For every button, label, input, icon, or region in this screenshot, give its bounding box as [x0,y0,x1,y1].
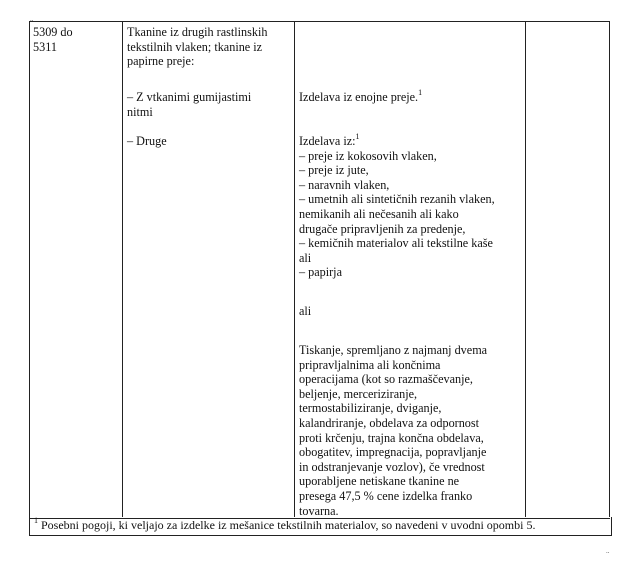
description-line: tekstilnih vlaken; tkanine iz [127,39,263,54]
rule-line: ali [299,250,312,265]
footnote-ref: 1 [355,131,360,141]
rule-line: – papirja [299,265,342,280]
tariff-code-cell [33,25,73,54]
rule-intro: Izdelava iz: [299,134,356,148]
rule-line: obogatitev, impregnacija, popravljanje [299,445,487,460]
scan-mark-top: .. [30,15,34,23]
column-divider-3 [525,21,526,517]
rule-line: – preje iz jute, [299,163,369,178]
rule-line: in odstranjevanje vozlov), če vrednost [299,459,485,474]
rule-line: pripravljalnima ali končnima [299,357,441,372]
footnote-ref: 1 [418,87,423,97]
rule-manufacture-from [299,131,519,280]
footnote-number: 1 [34,516,38,525]
table-border-left [29,21,30,517]
footnote [34,518,535,533]
rule-line: operacijama (kot so razmaščevanje, [299,372,473,387]
rule-line: termostabiliziranje, dviganje, [299,401,442,416]
rule-line: – naravnih vlaken, [299,177,390,192]
table-border-right [609,21,610,517]
column-divider-1 [122,21,123,517]
rule-printing [299,343,519,518]
rule-line: – umetnih ali sintetičnih rezanih vlaken, [299,192,495,207]
rule-line: kalandriranje, obdelava za odpornost [299,415,480,430]
rule-line: – kemičnih materialov ali tekstilne kaše [299,236,493,251]
rule-line: tovarna. [299,503,339,518]
subitem-line: nitmi [127,104,153,119]
or-text: ali [299,304,312,318]
subitem-rubber-threads [127,90,292,119]
tariff-code-line: 5311 [33,39,57,54]
subitem-line: – Druge [127,134,167,148]
rule-line: Tiskanje, spremljano z najmanj dvema [299,343,488,357]
rule-single-yarn [299,87,519,105]
rule-line [299,87,519,105]
subitem-line: – Z vtkanimi gumijastimi [127,90,252,104]
rule-line: drugače pripravljenih za predenje, [299,221,466,236]
rule-line: proti krčenju, trajna končna obdelava, [299,430,484,445]
rule-or-separator [299,304,519,319]
footnote-text: Posebni pogoji, ki veljajo za izdelke iz mešanice tekstilnih materialov, so navedeni v uvodni opombi 5. [38,518,536,532]
rule-line: nemikanih ali nečesanih ali kako [299,206,459,221]
description-line: Tkanine iz drugih rastlinskih [127,25,268,39]
subitem-other [127,134,292,149]
rule-text: Izdelava iz enojne preje. [299,90,419,104]
rule-line [299,131,519,149]
tariff-code-line: 5309 do [33,25,73,39]
product-description-cell [127,25,292,69]
column-divider-2 [294,21,295,517]
description-line: papirne preje: [127,54,195,69]
rule-line: beljenje, merceriziranje, [299,386,418,401]
rule-line: presega 47,5 % cene izdelka franko [299,488,473,503]
scan-mark-bottom: .. [606,547,610,555]
rule-line: – preje iz kokosovih vlaken, [299,148,437,163]
rule-line: uporabljene netiskane tkanine ne [299,474,460,489]
